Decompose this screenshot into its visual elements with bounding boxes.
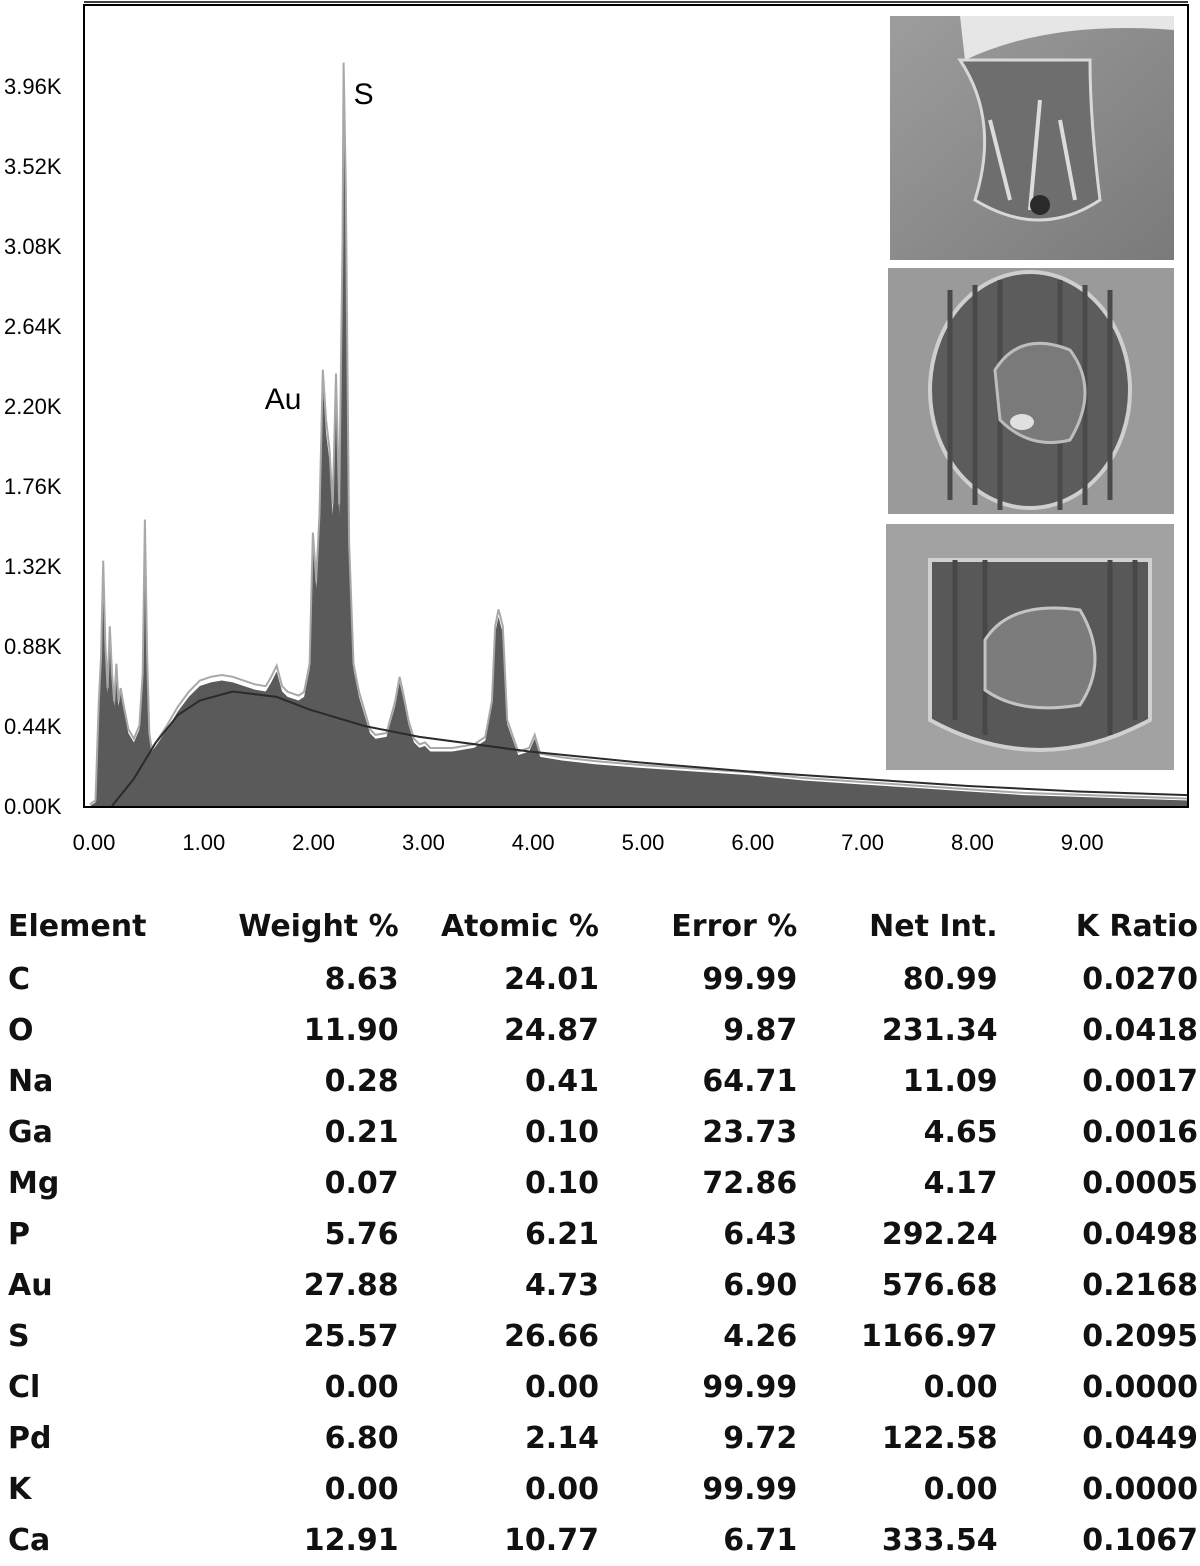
y-tick-label: 3.96K [4,74,62,99]
x-tick-label: 3.00 [401,830,445,855]
cell-element: Cl [8,1370,41,1405]
cell-element: Ga [8,1115,53,1150]
header-net-int: Net Int. [869,908,998,944]
cell-error: 9.72 [723,1421,798,1456]
cell-error: 23.73 [702,1115,798,1150]
table-row [8,954,1198,1005]
cell-k-ratio: 0.0016 [1082,1115,1198,1150]
y-tick-label: 1.32K [4,554,62,579]
cell-weight: 12.91 [303,1523,399,1558]
cell-k-ratio: 0.0005 [1082,1166,1198,1201]
cell-weight: 25.57 [303,1319,399,1354]
table-row [8,1413,1198,1464]
cell-k-ratio: 0.0449 [1082,1421,1198,1456]
table-header-row [8,898,1198,954]
cell-k-ratio: 0.1067 [1082,1523,1198,1558]
cell-weight: 0.00 [324,1370,399,1405]
table-row [8,1209,1198,1260]
cell-element: Na [8,1064,54,1099]
cell-k-ratio: 0.0418 [1082,1013,1198,1048]
y-tick-label: 2.64K [4,314,62,339]
cell-element: K [8,1472,32,1507]
cell-element: P [8,1217,30,1252]
x-tick-label: 0.00 [72,830,116,855]
cell-net-int: 11.09 [902,1064,998,1099]
cell-atomic: 0.10 [524,1166,599,1201]
cell-error: 9.87 [723,1013,798,1048]
cell-error: 6.43 [723,1217,798,1252]
cell-element: Ca [8,1523,51,1558]
cell-k-ratio: 0.2168 [1082,1268,1198,1303]
cell-weight: 27.88 [303,1268,399,1303]
cell-atomic: 24.01 [504,962,599,997]
x-tick-label: 5.00 [621,830,665,855]
cell-atomic: 0.41 [524,1064,599,1099]
y-tick-label: 0.88K [4,634,62,659]
cell-atomic: 10.77 [504,1523,599,1558]
cell-k-ratio: 0.0498 [1082,1217,1198,1252]
cell-atomic: 4.73 [524,1268,599,1303]
cell-atomic: 0.00 [524,1370,599,1405]
sem-image-cross-section-2 [886,524,1174,770]
cell-weight: 0.07 [324,1166,399,1201]
cell-error: 6.71 [723,1523,798,1558]
cell-net-int: 4.17 [923,1166,998,1201]
cell-weight: 0.00 [324,1472,399,1507]
cell-weight: 6.80 [324,1421,399,1456]
table-row [8,1056,1198,1107]
sem-image-overview [890,16,1174,260]
cell-weight: 8.63 [324,962,399,997]
cell-element: C [8,962,31,997]
sem-image-cross-section-1 [888,268,1174,514]
table-row [8,1311,1198,1362]
cell-net-int: 333.54 [881,1523,998,1558]
table-row [8,1107,1198,1158]
cell-element: O [8,1013,34,1048]
cell-net-int: 0.00 [923,1472,998,1507]
cell-net-int: 1166.97 [860,1319,998,1354]
table-row [8,1515,1198,1566]
x-tick-label: 6.00 [731,830,775,855]
table-row [8,1362,1198,1413]
cell-atomic: 0.00 [524,1472,599,1507]
cell-net-int: 292.24 [881,1217,998,1252]
cell-weight: 11.90 [303,1013,399,1048]
cell-net-int: 4.65 [923,1115,998,1150]
header-element: Element [8,908,147,944]
cell-element: Au [8,1268,53,1303]
cell-atomic: 6.21 [524,1217,599,1252]
cell-k-ratio: 0.0017 [1082,1064,1198,1099]
cell-element: Mg [8,1166,60,1201]
cell-k-ratio: 0.0270 [1082,962,1198,997]
cell-net-int: 122.58 [881,1421,998,1456]
table-row [8,1158,1198,1209]
cell-net-int: 80.99 [902,962,998,997]
header-atomic: Atomic % [440,908,599,944]
x-tick-label: 9.00 [1060,830,1104,855]
cell-atomic: 0.10 [524,1115,599,1150]
cell-error: 99.99 [702,962,798,997]
cell-atomic: 26.66 [504,1319,599,1354]
x-tick-label: 4.00 [511,830,555,855]
table-row [8,1464,1198,1515]
table-row [8,1260,1198,1311]
peak-label-s: S [353,78,374,111]
peak-label-au: Au [264,383,302,417]
y-tick-label: 1.76K [4,474,62,499]
y-tick-label: 0.44K [4,714,62,739]
y-tick-label: 3.08K [4,234,62,259]
cell-error: 4.26 [723,1319,798,1354]
cell-element: Pd [8,1421,52,1456]
cell-element: S [8,1319,30,1354]
cell-net-int: 576.68 [881,1268,998,1303]
cell-weight: 0.28 [324,1064,399,1099]
header-error: Error % [671,908,798,944]
y-tick-label: 2.20K [4,394,62,419]
x-tick-label: 1.00 [182,830,226,855]
x-tick-label: 8.00 [950,830,994,855]
cell-atomic: 2.14 [524,1421,599,1456]
cell-error: 99.99 [702,1472,798,1507]
cell-atomic: 24.87 [504,1013,599,1048]
cell-error: 99.99 [702,1370,798,1405]
table-row [8,1005,1198,1056]
cell-weight: 0.21 [324,1115,399,1150]
y-tick-label: 3.52K [4,154,62,179]
header-k-ratio: K Ratio [1075,908,1198,944]
cell-weight: 5.76 [324,1217,399,1252]
cell-error: 64.71 [702,1064,798,1099]
x-tick-label: 2.00 [292,830,336,855]
y-tick-label: 0.00K [4,794,62,819]
cell-k-ratio: 0.2095 [1082,1319,1198,1354]
cell-net-int: 231.34 [881,1013,998,1048]
cell-k-ratio: 0.0000 [1082,1370,1198,1405]
cell-error: 72.86 [702,1166,798,1201]
header-weight: Weight % [238,908,399,944]
sem-inset-images [886,16,1174,770]
eds-quant-table [8,898,1198,1566]
cell-error: 6.90 [723,1268,798,1303]
cell-k-ratio: 0.0000 [1082,1472,1198,1507]
x-tick-label: 7.00 [841,830,885,855]
cell-net-int: 0.00 [923,1370,998,1405]
